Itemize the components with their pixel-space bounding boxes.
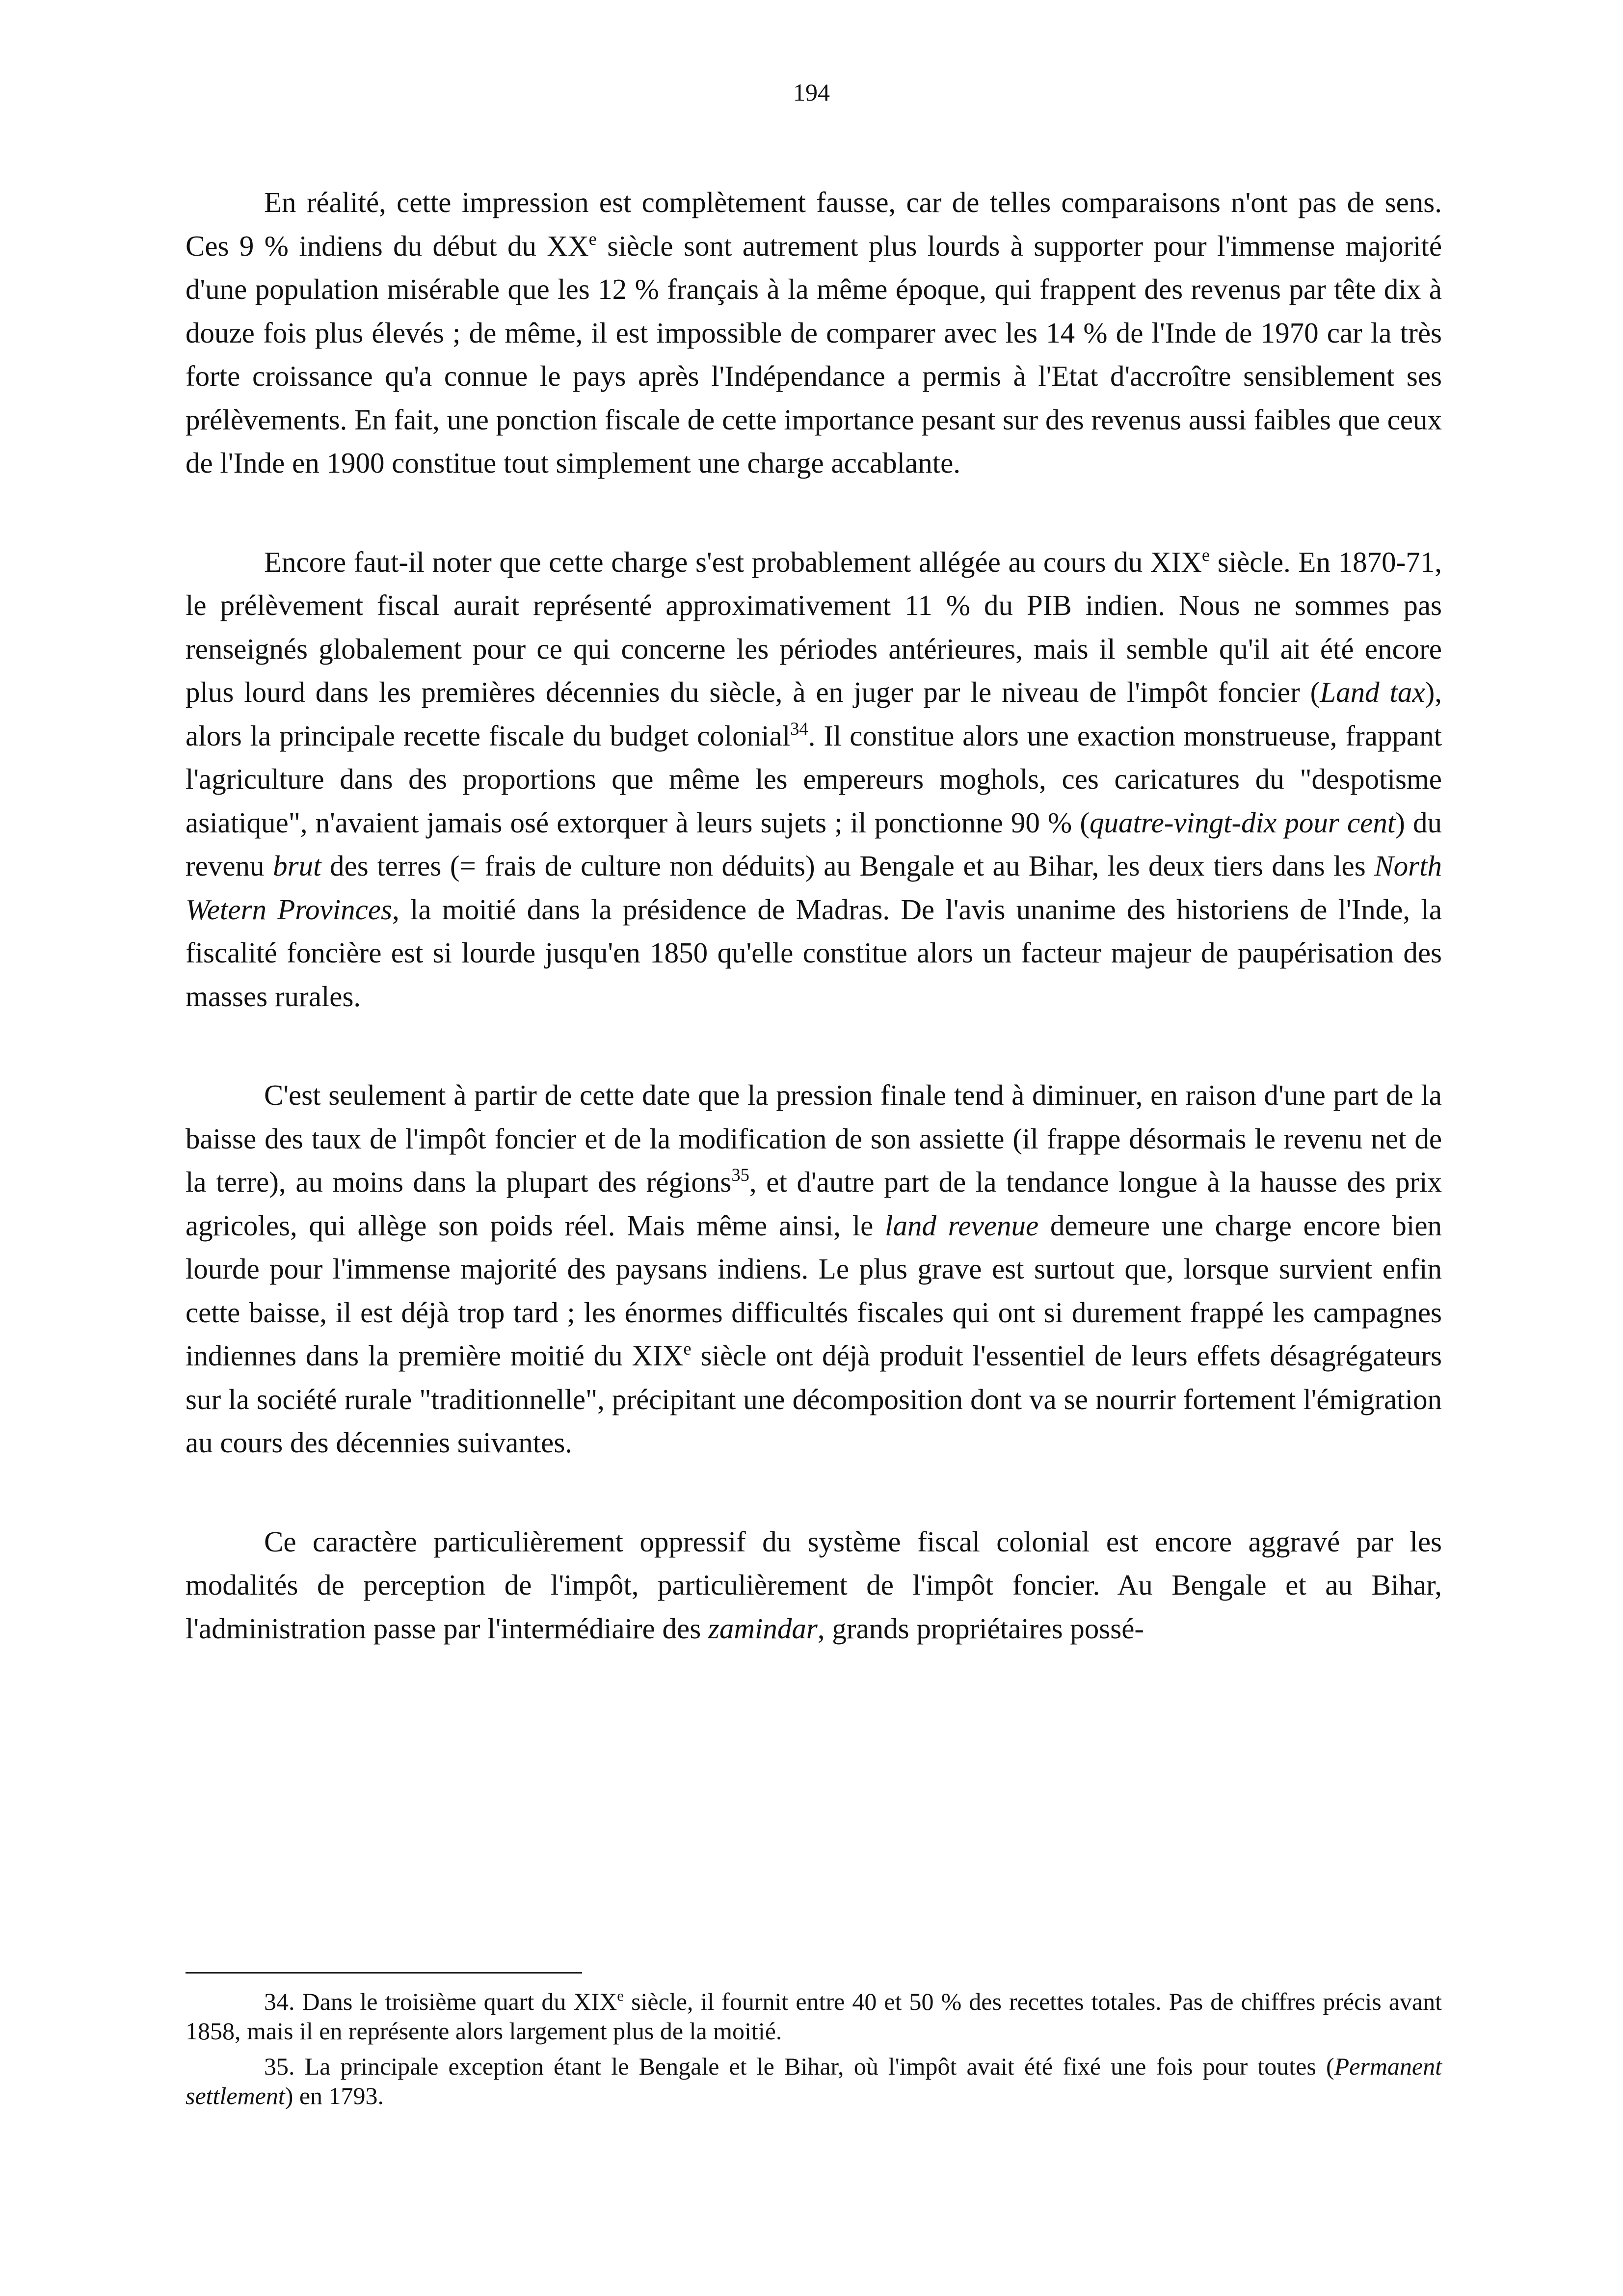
text-run: des terres (= frais de culture non déduits) au Bengale et au Bihar, les deux tiers dans les [321, 850, 1375, 882]
text-run: , grands propriétaires possé- [817, 1612, 1144, 1645]
superscript: e [683, 1338, 692, 1359]
text-run: , la moitié dans la présidence de Madras. De l'avis unanime des historiens de l'Inde, la fiscalité foncière est si lourde jusqu'en 1850 qu'elle constitue alors un facteur majeur de paupérisation des masses rurales. [186, 893, 1442, 1013]
paragraph [186, 1520, 1442, 1651]
page-number: 194 [793, 79, 830, 106]
text-run: , et d'autre part de la tendance longue à la hausse des prix agricoles, qui allège son poids réel. Mais même ainsi, le [186, 1166, 1442, 1242]
italic-text: North Wetern Provinces [186, 850, 1442, 926]
text-run: ), alors la principale recette fiscale du budget colonial [186, 676, 1442, 752]
text-run: Encore faut-il noter que cette charge s'est probablement allégée au cours du XIX [264, 545, 1202, 578]
text-run: 34. Dans le troisième quart du XIX [264, 1988, 617, 2015]
text-run: siècle ont déjà produit l'essentiel de leurs effets désagrégateurs sur la société rurale "traditionnelle", précipitant une décomposition dont va se nourrir fortement l'émigration au cours des décennies suivantes. [186, 1339, 1442, 1459]
paragraph [186, 540, 1442, 1018]
superscript: e [1201, 544, 1210, 565]
text-run: . Il constitue alors une exaction monstrueuse, frappant l'agriculture dans des proportions que même les empereurs moghols, ces caricatures du "despotisme asiatique", n'avaient jamais osé extorquer à leurs sujets ; il ponctionne 90 % ( [186, 719, 1442, 839]
body-text [186, 181, 1442, 1650]
italic-text: Permanent settlement [186, 2053, 1442, 2109]
footnote-reference: 35 [731, 1165, 749, 1185]
footnote [186, 2052, 1442, 2110]
italic-text: Land tax [1320, 676, 1425, 708]
footnote [186, 1987, 1442, 2046]
italic-text: land revenue [885, 1209, 1039, 1242]
italic-text: quatre-vingt-dix pour cent [1090, 806, 1396, 839]
footnote-reference: 34 [790, 718, 808, 739]
text-run: ) du revenu [186, 806, 1442, 882]
text-run: Ce caractère particulièrement oppressif du système fiscal colonial est encore aggravé par les modalités de perception de l'impôt, particulièrement de l'impôt foncier. Au Bengale et au Bihar, l'administration passe par l'intermédiaire des [186, 1525, 1442, 1645]
text-run: siècle, il fournit entre 40 et 50 % des recettes totales. Pas de chiffres précis avant 1858, mais il en représente alors largement plus de la moitié. [186, 1988, 1442, 2045]
text-run: ) en 1793. [285, 2082, 384, 2109]
paragraph [186, 181, 1442, 485]
text-run: siècle. En 1870-71, le prélèvement fiscal aurait représenté approximativement 11 % du PIB indien. Nous ne sommes pas renseignés globalement pour ce qui concerne les périodes antérieures, mais il semble qu'il ait été encore plus lourd dans les premières décennies du siècle, à en juger par le niveau de l'impôt foncier ( [186, 545, 1442, 708]
footnotes [186, 1987, 1442, 2116]
text-run: demeure une charge encore bien lourde pour l'immense majorité des paysans indiens. Le plus grave est surtout que, lorsque survient enfin cette baisse, il est déjà trop tard ; les énormes difficultés fiscales qui ont si durement frappé les campagnes indiennes dans la première moitié du XIX [186, 1209, 1442, 1372]
text-run: 35. La principale exception étant le Bengale et le Bihar, où l'impôt avait été fixé une fois pour toutes ( [264, 2053, 1334, 2080]
paragraph [186, 1073, 1442, 1465]
italic-text: zamindar [708, 1612, 818, 1645]
superscript: e [617, 1987, 624, 2004]
superscript: e [588, 228, 597, 249]
italic-text: brut [273, 850, 321, 882]
text-run: C'est seulement à partir de cette date que la pression finale tend à diminuer, en raison d'une part de la baisse des taux de l'impôt foncier et de la modification de son assiette (il frappe désormais le revenu net de la terre), au moins dans la plupart des régions [186, 1079, 1442, 1198]
footnote-separator [186, 1972, 582, 1974]
text-run: siècle sont autrement plus lourds à supporter pour l'immense majorité d'une population misérable que les 12 % français à la même époque, qui frappent des revenus par tête dix à douze fois plus élevés ; de même, il est impossible de comparer avec les 14 % de l'Inde de 1970 car la très forte croissance qu'a connue le pays après l'Indépendance a permis à l'Etat d'accroître sensiblement ses prélèvements. En fait, une ponction fiscale de cette importance pesant sur des revenus aussi faibles que ceux de l'Inde en 1900 constitue tout simplement une charge accablante. [186, 229, 1442, 479]
text-run: En réalité, cette impression est complètement fausse, car de telles comparaisons n'ont pas de sens. Ces 9 % indiens du début du XX [186, 186, 1442, 262]
